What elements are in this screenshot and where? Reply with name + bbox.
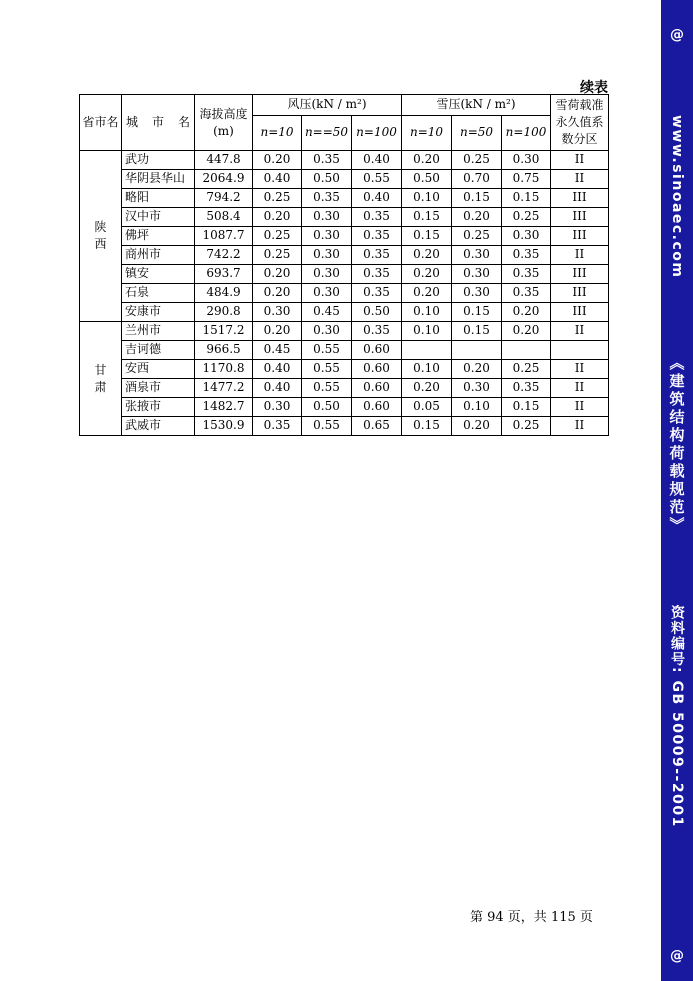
snow-n10-cell: 0.20 [402,284,452,303]
wind-n100-cell: 0.35 [352,265,402,284]
wind-n50-cell: 0.35 [302,151,352,170]
wind-n100-cell: 0.50 [352,303,402,322]
city-cell: 石泉 [122,284,195,303]
altitude-cell: 693.7 [195,265,253,284]
province-char: 陕 [94,220,107,235]
table-row [80,341,609,360]
at-symbol-bottom: @ [670,948,684,964]
header-snow-pressure: 雪压(kN / m²) [402,95,551,116]
snow-n10-cell: 0.20 [402,151,452,170]
wind-n50-cell: 0.30 [302,227,352,246]
snow-n50-cell: 0.25 [452,227,502,246]
snow-zone-cell: III [551,303,609,322]
snow-n50-cell: 0.15 [452,303,502,322]
wind-n10-cell: 0.20 [253,151,302,170]
province-char: 西 [94,237,107,251]
city-cell: 商州市 [122,246,195,265]
snow-n10-cell: 0.10 [402,303,452,322]
snow-n10-cell: 0.20 [402,379,452,398]
snow-zone-cell [551,341,609,360]
table-row [80,208,609,227]
header-province: 省市名 [80,95,122,151]
snow-n10-cell: 0.15 [402,417,452,436]
snow-zone-cell: II [551,379,609,398]
wind-n50-cell: 0.30 [302,322,352,341]
snow-zone-cell: III [551,208,609,227]
wind-n50-cell: 0.30 [302,265,352,284]
wind-n10-cell: 0.20 [253,265,302,284]
wind-n50-cell: 0.50 [302,170,352,189]
altitude-cell: 1087.7 [195,227,253,246]
document-title: 《建筑结构荷载规范》 [667,355,686,535]
snow-n100-cell: 0.25 [502,360,551,379]
altitude-cell: 794.2 [195,189,253,208]
load-table [79,94,609,436]
table-row [80,303,609,322]
snow-zone-cell: II [551,417,609,436]
snow-n50-cell: 0.20 [452,417,502,436]
snow-zone-cell: II [551,398,609,417]
table-row [80,189,609,208]
city-cell: 兰州市 [122,322,195,341]
wind-n10-cell: 0.40 [253,170,302,189]
wind-n50-cell: 0.35 [302,189,352,208]
altitude-cell: 966.5 [195,341,253,360]
snow-zone-cell: III [551,189,609,208]
page-number: 第 94 页，共 115 页 [470,910,593,925]
snow-zone-cell: III [551,284,609,303]
wind-n50-cell: 0.30 [302,208,352,227]
snow-n100-cell: 0.15 [502,398,551,417]
snow-n10-cell: 0.05 [402,398,452,417]
wind-n10-cell: 0.30 [253,398,302,417]
province-char: 肃 [94,379,107,394]
wind-n100-cell: 0.40 [352,189,402,208]
snow-n10-cell: 0.20 [402,246,452,265]
city-cell: 汉中市 [122,208,195,227]
table-row [80,246,609,265]
snow-zone-cell: II [551,360,609,379]
snow-n50-cell: 0.30 [452,379,502,398]
wind-n50-cell: 0.55 [302,360,352,379]
wind-n100-cell: 0.65 [352,417,402,436]
wind-n10-cell: 0.45 [253,341,302,360]
altitude-cell: 2064.9 [195,170,253,189]
at-symbol-top: @ [670,27,684,43]
snow-zone-cell: II [551,170,609,189]
city-cell: 略阳 [122,189,195,208]
altitude-cell: 508.4 [195,208,253,227]
altitude-cell: 290.8 [195,303,253,322]
city-cell: 武功 [122,151,195,170]
snow-n10-cell: 0.20 [402,265,452,284]
wind-n100-cell: 0.60 [352,379,402,398]
header-altitude: 海拔高度 (m) [195,95,253,151]
snow-n50-cell: 0.15 [452,189,502,208]
document-code: 资料编号: GB 50009--2001 [669,605,685,828]
snow-n100-cell [502,341,551,360]
wind-n100-cell: 0.60 [352,360,402,379]
snow-n50-cell: 0.30 [452,265,502,284]
header-city: 城 市 名 [122,95,195,151]
wind-n100-cell: 0.60 [352,341,402,360]
altitude-cell: 1530.9 [195,417,253,436]
wind-n50-cell: 0.55 [302,341,352,360]
snow-n10-cell: 0.15 [402,227,452,246]
wind-n50-cell: 0.50 [302,398,352,417]
wind-n100-cell: 0.55 [352,170,402,189]
altitude-cell: 742.2 [195,246,253,265]
snow-n50-cell: 0.30 [452,246,502,265]
header-snow-zone: 雪荷载准 永久值系 数分区 [551,95,609,151]
header-snow-n100: n=100 [502,116,551,151]
header-wind-n50: n==50 [302,116,352,151]
province-cell [80,151,122,322]
province-char: 甘 [94,362,107,377]
table-row [80,322,609,341]
wind-n10-cell: 0.40 [253,379,302,398]
header-snow-n10: n=10 [402,116,452,151]
site-url: www.sinoaec.com [669,115,685,279]
table-row [80,151,609,170]
table-row [80,227,609,246]
snow-n50-cell: 0.20 [452,360,502,379]
city-cell: 佛坪 [122,227,195,246]
snow-n100-cell: 0.35 [502,246,551,265]
table-row [80,265,609,284]
snow-zone-cell: II [551,246,609,265]
wind-n50-cell: 0.55 [302,417,352,436]
wind-n100-cell: 0.35 [352,284,402,303]
wind-n100-cell: 0.40 [352,151,402,170]
wind-n100-cell: 0.60 [352,398,402,417]
altitude-cell: 1170.8 [195,360,253,379]
snow-n100-cell: 0.20 [502,322,551,341]
snow-n10-cell: 0.10 [402,189,452,208]
wind-n10-cell: 0.30 [253,303,302,322]
city-cell: 镇安 [122,265,195,284]
wind-n10-cell: 0.40 [253,360,302,379]
header-wind-pressure: 风压(kN / m²) [253,95,402,116]
altitude-cell: 1482.7 [195,398,253,417]
wind-n10-cell: 0.20 [253,208,302,227]
city-cell: 吉诃德 [122,341,195,360]
table-row [80,284,609,303]
table-row [80,170,609,189]
continued-table-label: 续表 [580,80,608,96]
wind-n100-cell: 0.35 [352,322,402,341]
province-cell [80,322,122,436]
snow-n100-cell: 0.25 [502,208,551,227]
snow-zone-cell: III [551,265,609,284]
snow-zone-cell: II [551,151,609,170]
wind-n50-cell: 0.55 [302,379,352,398]
snow-n50-cell: 0.20 [452,208,502,227]
snow-n50-cell: 0.10 [452,398,502,417]
table-row [80,379,609,398]
snow-zone-cell: II [551,322,609,341]
snow-n50-cell: 0.70 [452,170,502,189]
snow-n100-cell: 0.30 [502,151,551,170]
altitude-cell: 447.8 [195,151,253,170]
table-row [80,417,609,436]
altitude-cell: 484.9 [195,284,253,303]
snow-n10-cell: 0.50 [402,170,452,189]
snow-n10-cell: 0.10 [402,322,452,341]
header-wind-n10: n=10 [253,116,302,151]
city-cell: 华阴县华山 [122,170,195,189]
side-bar [661,0,693,981]
snow-n10-cell [402,341,452,360]
snow-n100-cell: 0.35 [502,265,551,284]
wind-n100-cell: 0.35 [352,208,402,227]
wind-n100-cell: 0.35 [352,246,402,265]
table-row [80,360,609,379]
wind-n10-cell: 0.25 [253,246,302,265]
snow-n100-cell: 0.35 [502,284,551,303]
wind-n10-cell: 0.25 [253,227,302,246]
snow-n50-cell: 0.25 [452,151,502,170]
snow-n50-cell: 0.30 [452,284,502,303]
wind-n10-cell: 0.25 [253,189,302,208]
table-body [80,151,609,436]
city-cell: 酒泉市 [122,379,195,398]
snow-n100-cell: 0.35 [502,379,551,398]
wind-n50-cell: 0.45 [302,303,352,322]
snow-n10-cell: 0.10 [402,360,452,379]
city-cell: 武威市 [122,417,195,436]
wind-n10-cell: 0.20 [253,284,302,303]
wind-n10-cell: 0.35 [253,417,302,436]
city-cell: 安康市 [122,303,195,322]
wind-n50-cell: 0.30 [302,246,352,265]
snow-n10-cell: 0.15 [402,208,452,227]
altitude-cell: 1477.2 [195,379,253,398]
snow-zone-cell: III [551,227,609,246]
city-cell: 安西 [122,360,195,379]
wind-n100-cell: 0.35 [352,227,402,246]
snow-n100-cell: 0.25 [502,417,551,436]
table-row [80,398,609,417]
snow-n50-cell: 0.15 [452,322,502,341]
altitude-cell: 1517.2 [195,322,253,341]
wind-n10-cell: 0.20 [253,322,302,341]
snow-n100-cell: 0.75 [502,170,551,189]
snow-n50-cell [452,341,502,360]
city-cell: 张掖市 [122,398,195,417]
snow-n100-cell: 0.30 [502,227,551,246]
snow-n100-cell: 0.20 [502,303,551,322]
snow-n100-cell: 0.15 [502,189,551,208]
header-snow-n50: n=50 [452,116,502,151]
wind-n50-cell: 0.30 [302,284,352,303]
header-wind-n100: n=100 [352,116,402,151]
